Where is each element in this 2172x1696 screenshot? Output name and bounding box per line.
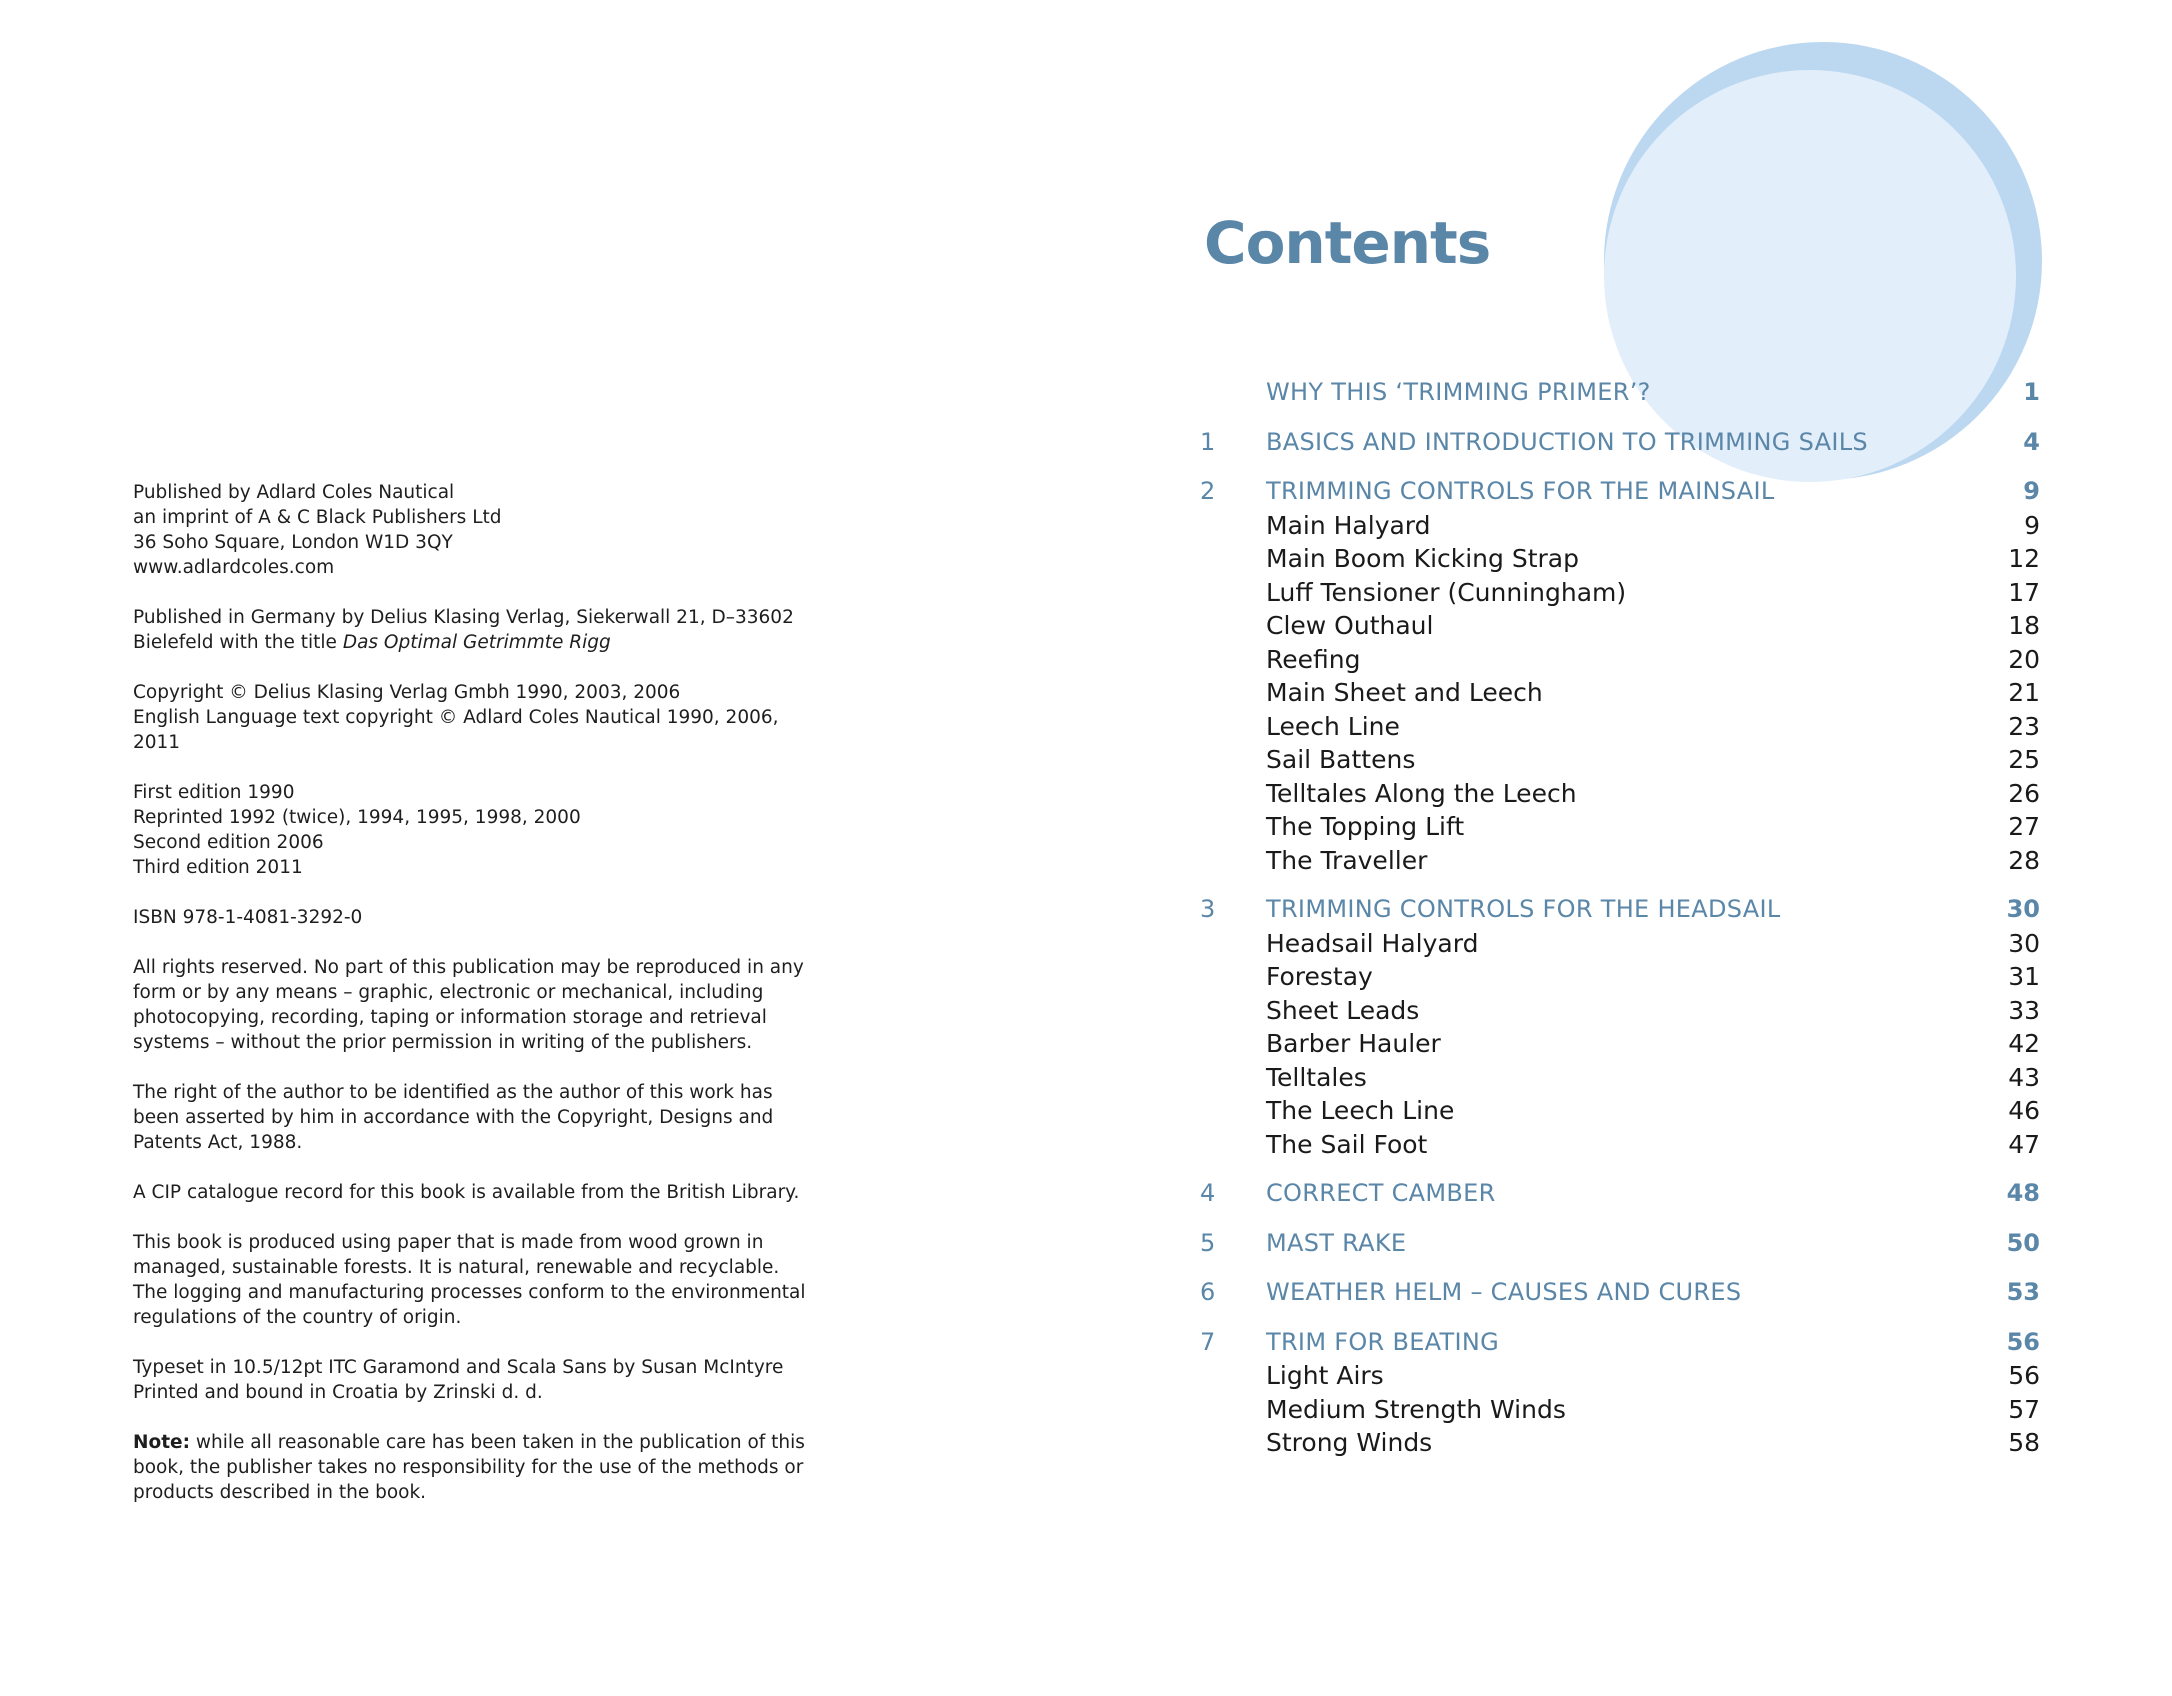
toc-section bbox=[1200, 376, 2040, 410]
chapter-title: TRIMMING CONTROLS FOR THE HEADSAIL bbox=[1266, 895, 1781, 923]
chapter-title: TRIM FOR BEATING bbox=[1266, 1327, 1500, 1356]
toc-section bbox=[1200, 1227, 2040, 1261]
publisher-website: www.adlardcoles.com bbox=[133, 557, 335, 578]
entry-page-number: 12 bbox=[2008, 544, 2040, 573]
chapter-page-number: 50 bbox=[2006, 1228, 2040, 1257]
entry-title: Sheet Leads bbox=[1266, 995, 1420, 1025]
toc-entry[interactable] bbox=[1200, 643, 2040, 677]
toc-section bbox=[1200, 1326, 2040, 1460]
entry-page-number: 27 bbox=[2008, 812, 2040, 841]
entry-title: Telltales bbox=[1266, 1062, 1367, 1092]
imprint-line: Third edition 2011 bbox=[133, 857, 303, 878]
toc-entry[interactable] bbox=[1200, 676, 2040, 710]
toc-entry[interactable] bbox=[1200, 710, 2040, 744]
chapter-number: 5 bbox=[1200, 1228, 1216, 1257]
imprint-line: Published by Adlard Coles Nautical bbox=[133, 482, 455, 503]
toc-chapter-heading[interactable] bbox=[1200, 376, 2040, 410]
chapter-page-number: 9 bbox=[2023, 477, 2040, 505]
chapter-title: TRIMMING CONTROLS FOR THE MAINSAIL bbox=[1266, 477, 1775, 505]
chapter-page-number: 30 bbox=[2006, 895, 2040, 923]
entry-page-number: 30 bbox=[2008, 928, 2040, 958]
chapter-number: 3 bbox=[1200, 895, 1216, 923]
chapter-page-number: 4 bbox=[2023, 427, 2040, 456]
imprint-line: form or by any means – graphic, electronic or mechanical, including bbox=[133, 982, 764, 1003]
entry-title: Medium Strength Winds bbox=[1266, 1394, 1566, 1424]
imprint-line: 2011 bbox=[133, 732, 181, 753]
imprint-text: while all reasonable care has been taken in the publication of this bbox=[189, 1432, 805, 1453]
imprint-line: 36 Soho Square, London W1D 3QY bbox=[133, 532, 453, 553]
imprint-page bbox=[133, 480, 806, 1530]
imprint-line: Second edition 2006 bbox=[133, 832, 324, 853]
entry-title: Barber Hauler bbox=[1266, 1029, 1441, 1058]
germany-block bbox=[133, 605, 793, 655]
copyright-block bbox=[133, 680, 793, 755]
imprint-line: A CIP catalogue record for this book is available from the British Library. bbox=[133, 1182, 800, 1203]
entry-title: Reefing bbox=[1266, 644, 1361, 674]
toc-entry[interactable] bbox=[1200, 542, 2040, 576]
rights-block bbox=[133, 955, 804, 1055]
entry-page-number: 58 bbox=[2008, 1428, 2040, 1457]
toc-chapter-heading[interactable] bbox=[1200, 475, 2040, 509]
entry-title: The Traveller bbox=[1266, 845, 1428, 875]
imprint-line: regulations of the country of origin. bbox=[133, 1307, 462, 1328]
toc-entry[interactable] bbox=[1200, 994, 2040, 1028]
entry-page-number: 18 bbox=[2008, 611, 2040, 640]
toc-chapter-heading[interactable] bbox=[1200, 1276, 2040, 1310]
toc-entry[interactable] bbox=[1200, 743, 2040, 777]
toc-section bbox=[1200, 475, 2040, 877]
toc-entry[interactable] bbox=[1200, 844, 2040, 878]
chapter-number: 4 bbox=[1200, 1179, 1216, 1207]
imprint-line: been asserted by him in accordance with the Copyright, Designs and bbox=[133, 1107, 774, 1128]
entry-page-number: 42 bbox=[2008, 1029, 2040, 1058]
chapter-title: MAST RAKE bbox=[1266, 1228, 1407, 1257]
toc-chapter-heading[interactable] bbox=[1200, 1177, 2040, 1211]
chapter-page-number: 56 bbox=[2006, 1327, 2040, 1356]
imprint-line: managed, sustainable forests. It is natural, renewable and recyclable. bbox=[133, 1257, 780, 1278]
edition-block bbox=[133, 780, 793, 880]
toc-entry[interactable] bbox=[1200, 810, 2040, 844]
entry-page-number: 17 bbox=[2008, 577, 2040, 607]
note-label: Note: bbox=[133, 1432, 190, 1453]
imprint-line: English Language text copyright © Adlard Coles Nautical 1990, 2006, bbox=[133, 707, 779, 728]
toc-section bbox=[1200, 426, 2040, 460]
chapter-number: 6 bbox=[1200, 1278, 1216, 1306]
chapter-number: 1 bbox=[1200, 427, 1216, 456]
entry-title: Strong Winds bbox=[1266, 1428, 1433, 1457]
entry-page-number: 31 bbox=[2008, 962, 2040, 991]
toc-entry[interactable] bbox=[1200, 1027, 2040, 1061]
toc-entry[interactable] bbox=[1200, 927, 2040, 961]
toc-section bbox=[1200, 1177, 2040, 1211]
imprint-line: This book is produced using paper that is made from wood grown in bbox=[133, 1232, 764, 1253]
entry-title: Telltales Along the Leech bbox=[1266, 778, 1577, 808]
entry-page-number: 57 bbox=[2008, 1394, 2040, 1424]
entry-title: The Topping Lift bbox=[1266, 812, 1465, 841]
chapter-title: BASICS AND INTRODUCTION TO TRIMMING SAILS bbox=[1266, 427, 1868, 456]
entry-title: Light Airs bbox=[1266, 1361, 1384, 1390]
imprint-line: Copyright © Delius Klasing Verlag Gmbh 1990, 2003, 2006 bbox=[133, 682, 681, 703]
entry-page-number: 46 bbox=[2008, 1096, 2040, 1125]
imprint-line: products described in the book. bbox=[133, 1482, 427, 1503]
imprint-line: Reprinted 1992 (twice), 1994, 1995, 1998, 2000 bbox=[133, 807, 581, 828]
publisher-block bbox=[133, 480, 793, 580]
entry-page-number: 33 bbox=[2008, 995, 2040, 1025]
toc-chapter-heading[interactable] bbox=[1200, 426, 2040, 460]
contents-title: Contents bbox=[1204, 209, 1491, 277]
entry-title: Sail Battens bbox=[1266, 745, 1416, 774]
imprint-line: photocopying, recording, taping or information storage and retrieval bbox=[133, 1007, 767, 1028]
chapter-number: 2 bbox=[1200, 477, 1216, 505]
imprint-line: book, the publisher takes no responsibility for the use of the methods or bbox=[133, 1457, 804, 1478]
toc-section bbox=[1200, 893, 2040, 1161]
toc-section bbox=[1200, 1276, 2040, 1310]
toc-entry[interactable] bbox=[1200, 960, 2040, 994]
entry-title: The Leech Line bbox=[1266, 1096, 1455, 1125]
isbn-block bbox=[133, 905, 793, 930]
imprint-line bbox=[133, 630, 793, 655]
chapter-title: WEATHER HELM – CAUSES AND CURES bbox=[1266, 1278, 1742, 1306]
paper-block bbox=[133, 1230, 806, 1330]
entry-title: Luff Tensioner (Cunningham) bbox=[1266, 577, 1627, 607]
entry-title: Headsail Halyard bbox=[1266, 928, 1479, 958]
toc-entry[interactable] bbox=[1200, 1094, 2040, 1128]
imprint-line: an imprint of A & C Black Publishers Ltd bbox=[133, 507, 502, 528]
entry-page-number: 47 bbox=[2008, 1129, 2040, 1159]
entry-title: Forestay bbox=[1266, 962, 1373, 991]
chapter-page-number: 1 bbox=[2023, 378, 2040, 406]
toc-entry[interactable] bbox=[1200, 1128, 2040, 1162]
imprint-line: Patents Act, 1988. bbox=[133, 1132, 303, 1153]
entry-page-number: 26 bbox=[2008, 778, 2040, 808]
original-title: Das Optimal Getrimmte Rigg bbox=[342, 632, 611, 653]
chapter-page-number: 53 bbox=[2006, 1278, 2040, 1306]
chapter-number: 7 bbox=[1200, 1327, 1216, 1356]
toc-chapter-heading[interactable] bbox=[1200, 1326, 2040, 1360]
chapter-title: CORRECT CAMBER bbox=[1266, 1179, 1496, 1207]
imprint-line: systems – without the prior permission in writing of the publishers. bbox=[133, 1032, 753, 1053]
toc-entry[interactable] bbox=[1200, 1426, 2040, 1460]
entry-page-number: 56 bbox=[2008, 1361, 2040, 1390]
entry-title: Clew Outhaul bbox=[1266, 611, 1434, 640]
imprint-line: Typeset in 10.5/12pt ITC Garamond and Scala Sans by Susan McIntyre bbox=[133, 1357, 784, 1378]
toc-entry[interactable] bbox=[1200, 1061, 2040, 1095]
entry-title: Main Sheet and Leech bbox=[1266, 678, 1543, 707]
entry-page-number: 28 bbox=[2008, 845, 2040, 875]
toc-entry[interactable] bbox=[1200, 509, 2040, 543]
entry-page-number: 25 bbox=[2008, 745, 2040, 774]
imprint-line: First edition 1990 bbox=[133, 782, 295, 803]
chapter-page-number: 48 bbox=[2006, 1179, 2040, 1207]
table-of-contents bbox=[1200, 376, 2040, 1476]
imprint-line: The right of the author to be identified as the author of this work has bbox=[133, 1082, 773, 1103]
note-block bbox=[133, 1430, 805, 1505]
entry-page-number: 43 bbox=[2008, 1062, 2040, 1092]
entry-page-number: 21 bbox=[2008, 678, 2040, 707]
entry-title: Main Boom Kicking Strap bbox=[1266, 544, 1579, 573]
entry-title: Main Halyard bbox=[1266, 510, 1431, 540]
imprint-line: Published in Germany by Delius Klasing Verlag, Siekerwall 21, D–33602 bbox=[133, 607, 794, 628]
entry-title: Leech Line bbox=[1266, 711, 1400, 741]
toc-chapter-heading[interactable] bbox=[1200, 893, 2040, 927]
chapter-title: WHY THIS ‘TRIMMING PRIMER’? bbox=[1266, 378, 1651, 406]
toc-chapter-heading[interactable] bbox=[1200, 1227, 2040, 1261]
toc-entry[interactable] bbox=[1200, 777, 2040, 811]
entry-page-number: 20 bbox=[2008, 644, 2040, 674]
imprint-line: The logging and manufacturing processes conform to the environmental bbox=[133, 1282, 806, 1303]
typeset-block bbox=[133, 1355, 793, 1405]
entry-page-number: 9 bbox=[2024, 510, 2040, 540]
toc-entry[interactable] bbox=[1200, 576, 2040, 610]
isbn: ISBN 978-1-4081-3292-0 bbox=[133, 907, 363, 928]
toc-entry[interactable] bbox=[1200, 1359, 2040, 1393]
entry-page-number: 23 bbox=[2008, 711, 2040, 741]
imprint-line: All rights reserved. No part of this publication may be reproduced in any bbox=[133, 957, 804, 978]
imprint-line bbox=[133, 1430, 805, 1455]
imprint-line: Printed and bound in Croatia by Zrinski d. d. bbox=[133, 1382, 543, 1403]
toc-entry[interactable] bbox=[1200, 609, 2040, 643]
author-rights-block bbox=[133, 1080, 793, 1155]
toc-entry[interactable] bbox=[1200, 1393, 2040, 1427]
cip-block bbox=[133, 1180, 800, 1205]
imprint-text: Bielefeld with the title bbox=[133, 632, 343, 653]
entry-title: The Sail Foot bbox=[1266, 1129, 1428, 1159]
